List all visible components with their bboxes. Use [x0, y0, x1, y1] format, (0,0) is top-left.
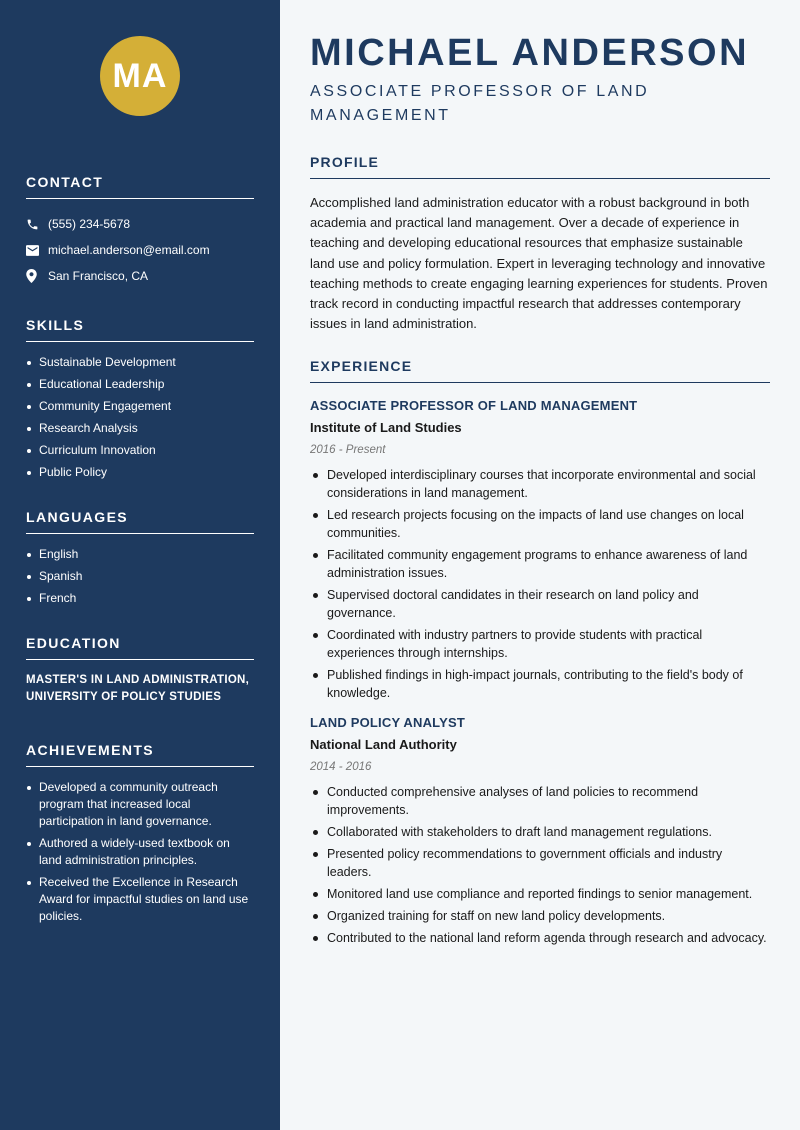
job-bullet: Developed interdisciplinary courses that incorporate environmental and social considerations in land management. — [310, 466, 770, 502]
location-pin-icon — [26, 269, 48, 283]
avatar-initials: MA — [112, 56, 168, 95]
language-item: French — [26, 590, 254, 607]
contact-heading: CONTACT — [26, 174, 254, 199]
sidebar — [0, 0, 280, 1130]
skill-item: Community Engagement — [26, 398, 254, 415]
skill-item: Sustainable Development — [26, 354, 254, 371]
job-bullet: Led research projects focusing on the impacts of land use changes on local communities. — [310, 506, 770, 542]
skills-heading: SKILLS — [26, 317, 254, 342]
contact-section — [26, 174, 254, 289]
job-dates: 2014 - 2016 — [310, 761, 372, 774]
skill-item: Research Analysis — [26, 420, 254, 437]
job-bullets — [310, 783, 770, 947]
skill-item: Educational Leadership — [26, 376, 254, 393]
candidate-title: ASSOCIATE PROFESSOR OF LAND MANAGEMENT — [310, 83, 650, 124]
job-bullet: Published findings in high-impact journals, contributing to the field's body of knowledge. — [310, 666, 770, 702]
main-content — [280, 0, 800, 1130]
job-bullet: Contributed to the national land reform agenda through research and advocacy. — [310, 929, 770, 947]
job-company: Institute of Land Studies — [310, 420, 462, 436]
experience-section — [310, 358, 770, 947]
email-icon — [26, 245, 48, 256]
job-bullet: Presented policy recommendations to government officials and industry leaders. — [310, 845, 770, 881]
education-degree: MASTER'S IN LAND ADMINISTRATION, UNIVERSITY OF POLICY STUDIES — [26, 674, 250, 703]
skill-item: Curriculum Innovation — [26, 442, 254, 459]
job-bullet: Collaborated with stakeholders to draft land management regulations. — [310, 823, 770, 841]
job-entry — [310, 397, 770, 702]
skill-item: Public Policy — [26, 464, 254, 481]
achievement-item: Developed a community outreach program that increased local participation in land governance. — [26, 779, 254, 830]
achievement-item: Authored a widely-used textbook on land administration principles. — [26, 835, 254, 869]
education-heading: EDUCATION — [26, 635, 254, 660]
phone-value: (555) 234-5678 — [48, 217, 131, 231]
job-bullet: Monitored land use compliance and reported findings to senior management. — [310, 885, 770, 903]
contact-email — [26, 237, 254, 263]
achievement-item: Received the Excellence in Research Award for impactful studies on land use policies. — [26, 874, 254, 925]
skills-section — [26, 317, 254, 481]
contact-location — [26, 263, 254, 289]
job-bullet: Conducted comprehensive analyses of land policies to recommend improvements. — [310, 783, 770, 819]
language-item: English — [26, 546, 254, 563]
education-section — [26, 635, 254, 706]
languages-heading: LANGUAGES — [26, 509, 254, 534]
languages-list — [26, 546, 254, 607]
profile-heading: PROFILE — [310, 154, 770, 179]
profile-text: Accomplished land administration educator with a robust background in both academia and practical land management. Over a decade of experience in teaching and developing educational resources that emphasize sustainable land use and policy formulation. Expert in leveraging technology and innovative teaching methods to create engaging learning experiences for students. Proven track record in conducting impactful research that addresses contemporary issues in land administration. — [310, 195, 768, 332]
job-title: LAND POLICY ANALYST — [310, 715, 466, 731]
experience-heading: EXPERIENCE — [310, 358, 770, 383]
location-value: San Francisco, CA — [48, 269, 149, 283]
job-bullets — [310, 466, 770, 702]
achievements-section — [26, 742, 254, 925]
job-bullet: Facilitated community engagement programs to enhance awareness of land administration issues. — [310, 546, 770, 582]
email-value[interactable]: michael.anderson@email.com — [48, 243, 210, 257]
job-title: ASSOCIATE PROFESSOR OF LAND MANAGEMENT — [310, 398, 638, 414]
phone-icon — [26, 218, 48, 231]
job-dates: 2016 - Present — [310, 444, 386, 457]
languages-section — [26, 509, 254, 607]
job-company: National Land Authority — [310, 737, 457, 753]
job-bullet: Coordinated with industry partners to provide students with practical experiences through internships. — [310, 626, 770, 662]
achievements-heading: ACHIEVEMENTS — [26, 742, 254, 767]
job-bullet: Supervised doctoral candidates in their research on land policy and governance. — [310, 586, 770, 622]
skills-list — [26, 354, 254, 481]
job-bullet: Organized training for staff on new land policy developments. — [310, 907, 770, 925]
language-item: Spanish — [26, 568, 254, 585]
candidate-name: MICHAEL ANDERSON — [310, 32, 750, 74]
profile-section — [310, 154, 770, 334]
contact-phone — [26, 211, 254, 237]
avatar — [100, 36, 180, 116]
achievements-list — [26, 779, 254, 925]
job-entry — [310, 714, 770, 947]
